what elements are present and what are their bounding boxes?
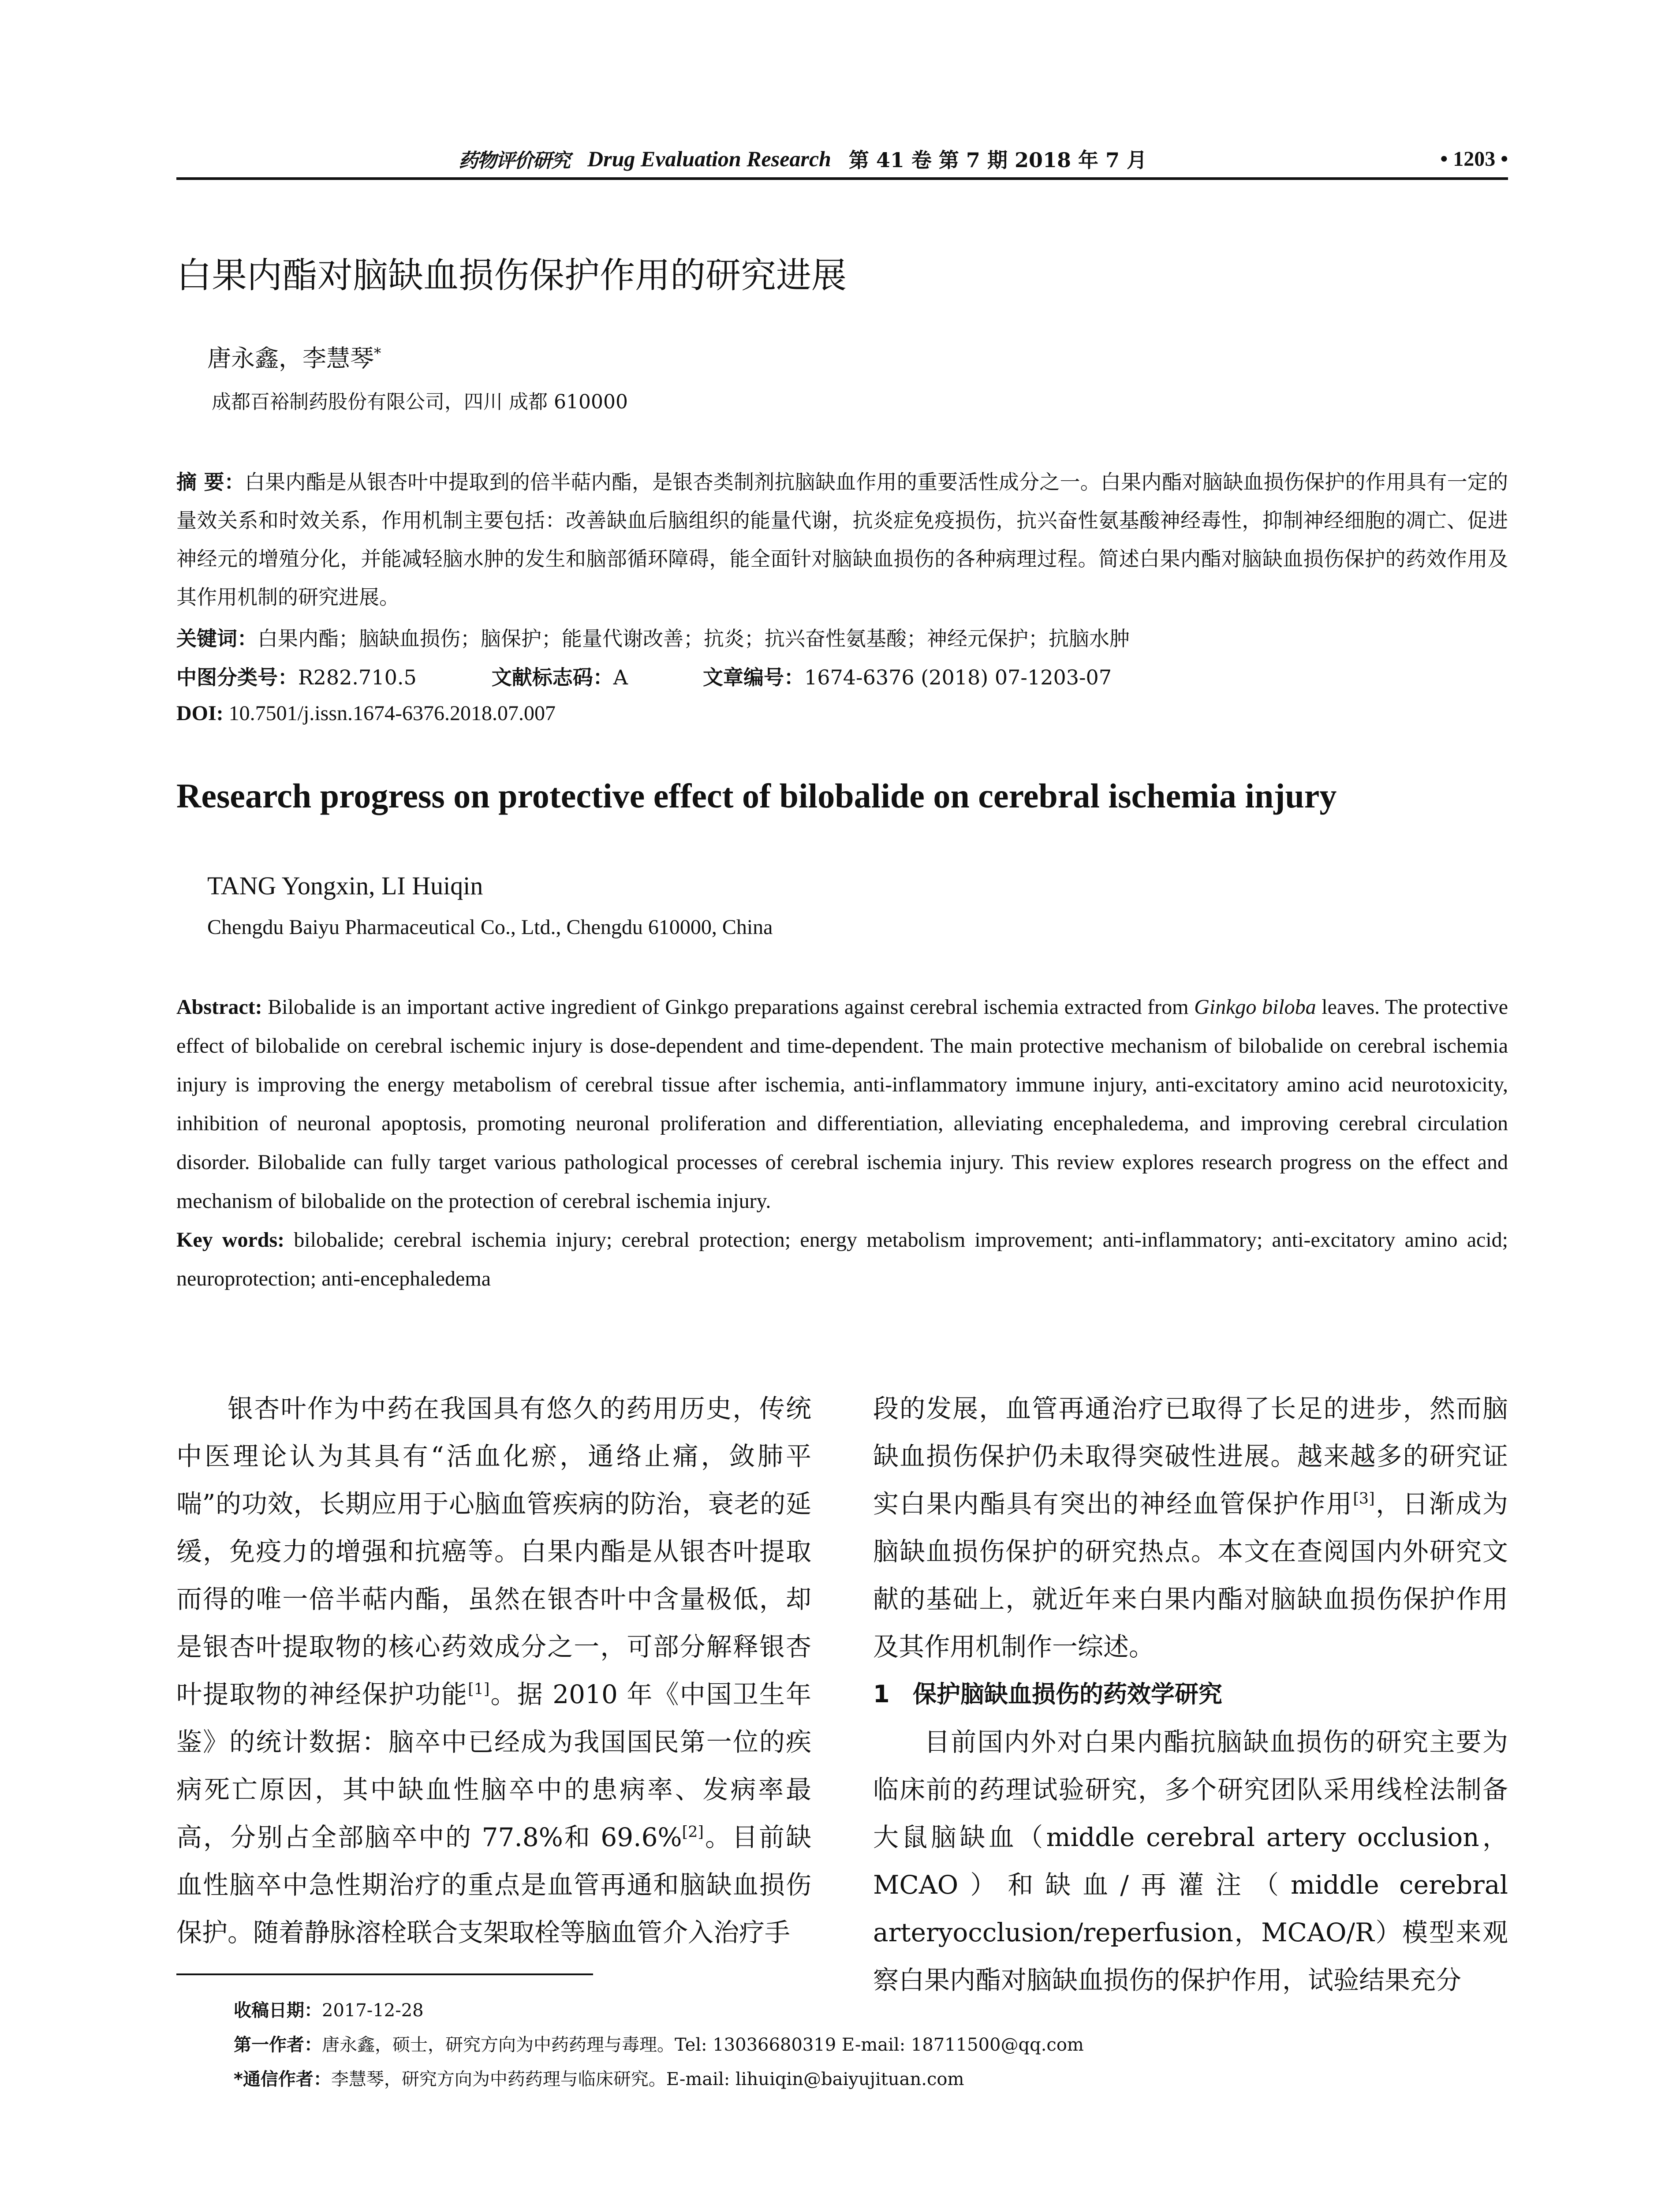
- running-header: [176, 143, 1508, 174]
- doccode-label: 文献标志码：: [491, 665, 613, 689]
- body-paragraph: [176, 1385, 811, 1956]
- footnote-first-author: [234, 2028, 1512, 2062]
- chinese-keywords-label: 关键词：: [176, 627, 258, 650]
- species-name: Ginkgo biloba: [1194, 995, 1316, 1019]
- footnote-received: [234, 1993, 1512, 2028]
- body-text: 。目前缺血性脑卒中急性期治疗的重点是血管再通和脑缺血损伤保护。随着静脉溶栓联合支架取栓等脑血管介入治疗手: [176, 1822, 811, 1947]
- english-abstract-label: Abstract:: [176, 995, 262, 1019]
- body-column-left: [176, 1385, 811, 1956]
- classification-line: [176, 662, 1508, 691]
- footnotes: [234, 1993, 1512, 2097]
- doccode-value: A: [613, 665, 628, 689]
- english-keywords-label: Key words:: [176, 1228, 285, 1252]
- body-text: 段的发展，血管再通治疗已取得了长足的进步，然而脑缺血损伤保护仍未取得突破性进展。越来越多的研究证实白果内酯具有突出的神经血管保护作用: [873, 1394, 1508, 1519]
- body-text: 。据 2010 年《中国卫生年鉴》的统计数据：脑卒中已经成为我国国民第一位的疾病死亡原因，其中缺血性脑卒中的患病率、发病率最高，分别占全部脑卒中的 77.8%和 69.6%: [176, 1679, 811, 1852]
- header-left: [459, 144, 1147, 173]
- english-authors: TANG Yongxin, LI Huiqin: [207, 871, 483, 900]
- chinese-author-names: 唐永鑫，李慧琴: [207, 344, 374, 372]
- section-heading: [873, 1671, 1508, 1718]
- chinese-affiliation: 成都百裕制药股份有限公司，四川 成都 610000: [212, 391, 628, 413]
- journal-logo: 药物评价研究: [459, 149, 570, 172]
- footnote-first-author-value: 唐永鑫，硕士，研究方向为中药药理与毒理。Tel: 13036680319 E-mail: 18711500@qq.com: [322, 2035, 1084, 2055]
- body-paragraph: [873, 1385, 1508, 1671]
- chinese-abstract-text: 白果内酯是从银杏叶中提取到的倍半萜内酯，是银杏类制剂抗脑缺血作用的重要活性成分之一。白果内酯对脑缺血损伤保护的作用具有一定的量效关系和时效关系，作用机制主要包括：改善缺血后脑组织的能量代谢，抗炎症免疫损伤，抗兴奋性氨基酸神经毒性，抑制神经细胞的凋亡、促进神经元的增殖分化，并能减轻脑水肿的发生和脑部循环障碍，能全面针对脑缺血损伤的各种病理过程。简述白果内酯对脑缺血损伤保护的药效作用及其作用机制的研究进展。: [176, 470, 1508, 609]
- chinese-authors: [207, 340, 381, 374]
- body-column-right: [873, 1385, 1508, 2004]
- english-affiliation: Chengdu Baiyu Pharmaceutical Co., Ltd., Chengdu 610000, China: [207, 916, 773, 939]
- chinese-keywords-text: 白果内酯；脑缺血损伤；脑保护；能量代谢改善；抗炎；抗兴奋性氨基酸；神经元保护；抗脑水肿: [258, 627, 1130, 650]
- doi-line: [176, 701, 556, 725]
- english-keywords-text: bilobalide; cerebral ischemia injury; cerebral protection; energy metabolism improvement; anti-inflammatory; anti-excitatory amino acid; neuroprotection; anti-encephaledema: [176, 1228, 1508, 1290]
- article-value: 1674-6376 (2018) 07-1203-07: [804, 665, 1112, 689]
- section-title: 保护脑缺血损伤的药效学研究: [913, 1680, 1222, 1708]
- english-title: Research progress on protective effect of bilobalide on cerebral ischemia injury: [176, 777, 1337, 815]
- citation-ref-1[interactable]: [1]: [468, 1680, 490, 1698]
- body-paragraph: 目前国内外对白果内酯抗脑缺血损伤的研究主要为临床前的药理试验研究，多个研究团队采用线栓法制备大鼠脑缺血（middle cerebral artery occlusion，MCAO）和缺血/再灌注（middle cerebral arteryocclusion/reperfusion，MCAO/R）模型来观察白果内酯对脑缺血损伤的保护作用，试验结果充分: [873, 1727, 1508, 1995]
- english-abstract-paragraph: [176, 988, 1508, 1221]
- class-value: R282.710.5: [298, 665, 417, 689]
- body-text: 银杏叶作为中药在我国具有悠久的药用历史，传统中医理论认为其具有“活血化瘀，通络止痛，敛肺平喘”的功效，长期应用于心脑血管疾病的防治，衰老的延缓，免疫力的增强和抗癌等。白果内酯是从银杏叶提取而得的唯一倍半萜内酯，虽然在银杏叶中含量极低，却是银杏叶提取物的核心药效成分之一，可部分解释银杏叶提取物的神经保护功能: [176, 1394, 811, 1709]
- doi-value[interactable]: 10.7501/j.issn.1674-6376.2018.07.007: [223, 702, 556, 725]
- footnote-corresponding: [234, 2062, 1512, 2097]
- footnote-corresponding-label: *通信作者：: [234, 2069, 331, 2089]
- footnote-first-author-label: 第一作者：: [234, 2035, 322, 2055]
- footnote-received-label: 收稿日期：: [234, 2000, 322, 2021]
- section-number: 1: [873, 1680, 890, 1708]
- footnote-received-value: 2017-12-28: [322, 2000, 424, 2021]
- issue-info: 第 41 卷 第 7 期 2018 年 7 月: [848, 148, 1147, 172]
- chinese-keywords: [176, 623, 1130, 652]
- english-abstract-text-a: Bilobalide is an important active ingredient of Ginkgo preparations against cerebral ischemia extracted from: [262, 995, 1195, 1019]
- doi-label: DOI:: [176, 702, 224, 725]
- journal-name: Drug Evaluation Research: [587, 146, 831, 171]
- header-rule: [176, 177, 1508, 180]
- english-abstract-text-b: leaves. The protective effect of bilobalide on cerebral ischemic injury is dose-dependent and time-dependent. The main protective mechanism of bilobalide on cerebral ischemia injury is improving the energy metabolism of cerebral tissue after ischemia, anti-inflammatory immune injury, anti-excitatory amino acid neurotoxicity, inhibition of neuronal apoptosis, promoting neuronal proliferation and differentiation, alleviating encephaledema, and improving cerebral circulation disorder. Bilobalide can fully target various pathological processes of cerebral ischemia injury. This review explores research progress on the effect and mechanism of bilobalide on the protection of cerebral ischemia injury.: [176, 995, 1508, 1213]
- page-number: • 1203 •: [1440, 147, 1508, 171]
- chinese-title: 白果内酯对脑缺血损伤保护作用的研究进展: [176, 255, 847, 296]
- footnote-corresponding-value: 李慧琴，研究方向为中药药理与临床研究。E-mail: lihuiqin@baiyujituan.com: [331, 2069, 964, 2089]
- footnote-rule: [176, 1973, 593, 1975]
- citation-ref-2[interactable]: [2]: [682, 1823, 704, 1841]
- corresponding-mark: *: [374, 345, 381, 362]
- english-abstract: [176, 988, 1508, 1298]
- chinese-abstract-label: 摘 要：: [176, 470, 245, 494]
- chinese-abstract: [176, 463, 1508, 617]
- citation-ref-3[interactable]: [3]: [1353, 1490, 1375, 1508]
- body-text: ，日渐成为脑缺血损伤保护的研究热点。本文在查阅国内外研究文献的基础上，就近年来白果内酯对脑缺血损伤保护作用及其作用机制作一综述。: [873, 1489, 1508, 1662]
- english-keywords: [176, 1221, 1508, 1298]
- article-label: 文章编号：: [702, 665, 804, 689]
- class-label: 中图分类号：: [176, 665, 298, 689]
